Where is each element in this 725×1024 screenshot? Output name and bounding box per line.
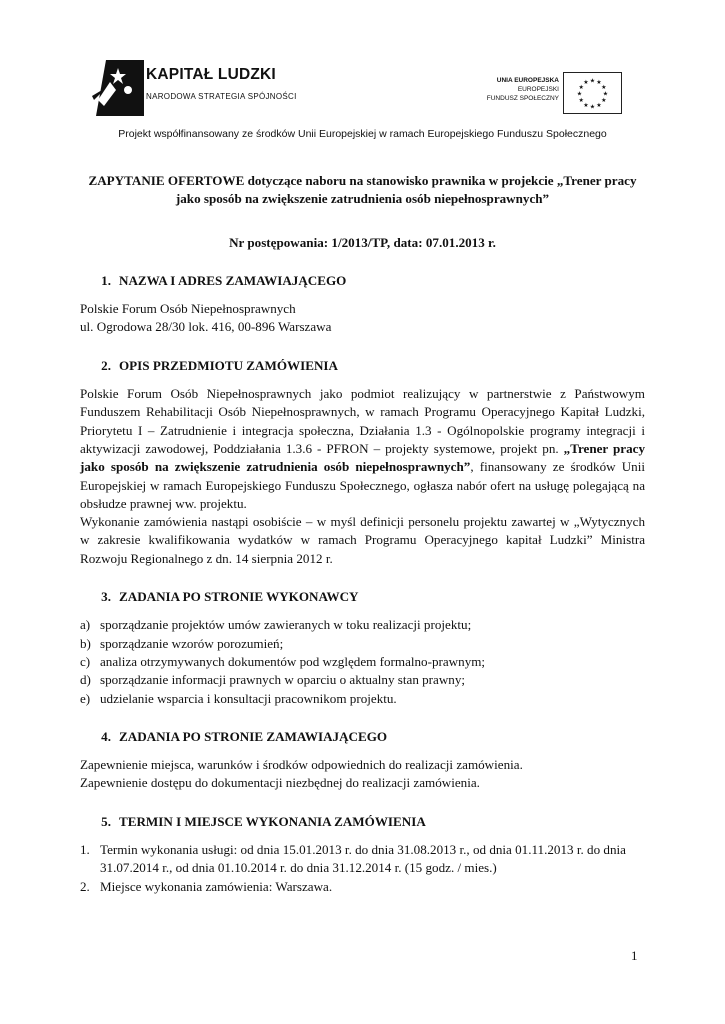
list-marker: b) — [80, 635, 91, 651]
section-5-heading — [80, 813, 645, 831]
description-text-a: Polskie Forum Osób Niepełnosprawnych jako podmiot realizujący w partnerstwie z Państwowym Funduszem Rehabilitacji Osób Niepełnosprawnych, w ramach Programu Operacyjnego Kapitał Ludzki, Priorytetu I – Zatrudnienie i integracja społeczna, Działania 1.3 - Ogólnopolskie programy integracji i aktywizacji zawodowej, Poddziałania 1.3.6 - PFRON – projekty systemowe, projekt pn. — [80, 386, 645, 456]
eu-star-icon: ★ — [589, 104, 596, 111]
list-text: Miejsce wykonania zamówienia: Warszawa. — [100, 878, 333, 894]
section-number: 5. — [101, 813, 111, 829]
page-number: 1 — [631, 948, 638, 963]
document-body — [80, 172, 645, 896]
kl-subtitle: NARODOWA STRATEGIA SPÓJNOŚCI — [146, 92, 297, 101]
page-header — [0, 0, 725, 150]
eu-star-icon: ★ — [578, 98, 584, 104]
list-item — [80, 841, 645, 878]
list-marker: a) — [80, 617, 91, 633]
section-1-heading — [80, 272, 645, 290]
list-item — [80, 671, 645, 689]
eu-star-icon: ★ — [596, 102, 602, 109]
list-text: sporządzanie projektów umów zawieranych w toku realizacji projektu; — [100, 617, 472, 633]
contractor-tasks-list — [80, 616, 645, 707]
eu-star-icon: ★ — [583, 102, 589, 109]
list-item — [80, 616, 645, 634]
eu-line3: FUNDUSZ SPOŁECZNY — [486, 95, 559, 102]
section-title: ZADANIA PO STRONIE ZAMAWIAJĄCEGO — [119, 728, 388, 744]
list-marker: c) — [80, 653, 91, 669]
list-text: sporządzanie wzorów porozumień; — [100, 635, 284, 651]
section-number: 3. — [101, 589, 111, 605]
ordering-party-task-2: Zapewnienie dostępu do dokumentacji niezbędnej do realizacji zamówienia. — [80, 775, 480, 791]
eu-star-icon: ★ — [589, 78, 596, 85]
list-item — [80, 690, 645, 708]
section-title: NAZWA I ADRES ZAMAWIAJĄCEGO — [119, 272, 347, 288]
list-marker: 1. — [80, 842, 90, 858]
list-text: Termin wykonania usługi: od dnia 15.01.2013 r. do dnia 31.08.2013 r., od dnia 01.11.2013 r. do dnia 31.07.2014 r., od dnia 01.10.2014 r. do dnia 31.12.2014 r. (15 godz. / mies.) — [100, 842, 626, 876]
section-2-heading — [80, 357, 645, 375]
kapital-ludzki-logo — [92, 60, 144, 116]
eu-label — [487, 76, 559, 103]
section-number: 2. — [101, 357, 111, 373]
list-item — [80, 878, 645, 896]
eu-line2: EUROPEJSKI — [517, 86, 559, 93]
list-item — [80, 635, 645, 653]
section-title: ZADANIA PO STRONIE WYKONAWCY — [119, 589, 359, 605]
eu-star-icon: ★ — [601, 98, 607, 104]
execution-paragraph: Wykonanie zamówienia nastąpi osobiście – w myśl definicji personelu projektu zawartej w „Wytycznych w zakresie kwalifikowania wydatków w ramach Programu Operacyjnego kapitał Ludzki” Ministra Rozwoju Regionalnego z dn. 14 sierpnia 2012 r. — [80, 514, 645, 566]
eu-star-icon: ★ — [602, 91, 609, 98]
document-title-line2: jako sposób na zwiększenie zatrudnienia osób niepełnosprawnych” — [175, 191, 550, 207]
list-text: analiza otrzymywanych dokumentów pod względem formalno-prawnym; — [100, 653, 486, 669]
contractor-address: ul. Ogrodowa 28/30 lok. 416, 00-896 Warszawa — [80, 319, 332, 335]
kl-title: KAPITAŁ LUDZKI — [146, 66, 276, 83]
eu-line1: UNIA EUROPEJSKA — [496, 77, 559, 84]
section-number: 1. — [101, 272, 111, 288]
description-paragraph — [80, 385, 645, 513]
section-number: 4. — [101, 728, 111, 744]
eu-star-icon: ★ — [596, 80, 602, 87]
project-name: „Trener pracy jako sposób na zwiększenie zatrudnienia osób niepełnosprawnych” — [80, 440, 645, 475]
list-marker: e) — [80, 690, 91, 706]
eu-flag-icon — [563, 72, 622, 114]
list-marker: 2. — [80, 878, 90, 894]
procedure-number: Nr postępowania: 1/2013/TP, data: 07.01.2013 r. — [229, 234, 496, 250]
section-3-heading — [80, 588, 645, 606]
eu-star-icon: ★ — [601, 85, 607, 91]
contractor-name: Polskie Forum Osób Niepełnosprawnych — [80, 301, 296, 317]
term-place-list — [80, 841, 645, 896]
list-marker: d) — [80, 672, 91, 688]
section-4-heading — [80, 728, 645, 746]
section-title: OPIS PRZEDMIOTU ZAMÓWIENIA — [119, 357, 338, 373]
section-title: TERMIN I MIEJSCE WYKONANIA ZAMÓWIENIA — [119, 813, 426, 829]
eu-star-icon: ★ — [576, 91, 583, 98]
list-item — [80, 653, 645, 671]
cofinance-note: Projekt współfinansowany ze środków Unii Europejskiej w ramach Europejskiego Funduszu Społecznego — [118, 128, 607, 140]
ordering-party-task-1: Zapewnienie miejsca, warunków i środków odpowiednich do realizacji zamówienia. — [80, 757, 523, 773]
list-text: udzielanie wsparcia i konsultacji pracownikom projektu. — [100, 690, 397, 706]
eu-star-icon: ★ — [583, 80, 589, 87]
eu-star-icon: ★ — [578, 85, 584, 91]
description-text-b: , finansowany ze środków Unii Europejskiej w ramach Europejskiego Funduszu Społecznego, ogłasza nabór ofert na usługę polegającą na obsłudze prawnej ww. projektu. — [80, 459, 645, 511]
document-title-line1: ZAPYTANIE OFERTOWE dotyczące naboru na stanowisko prawnika w projekcie „Trener pracy — [88, 173, 637, 188]
list-text: sporządzanie informacji prawnych w oparciu o aktualny stan prawny; — [100, 672, 466, 688]
